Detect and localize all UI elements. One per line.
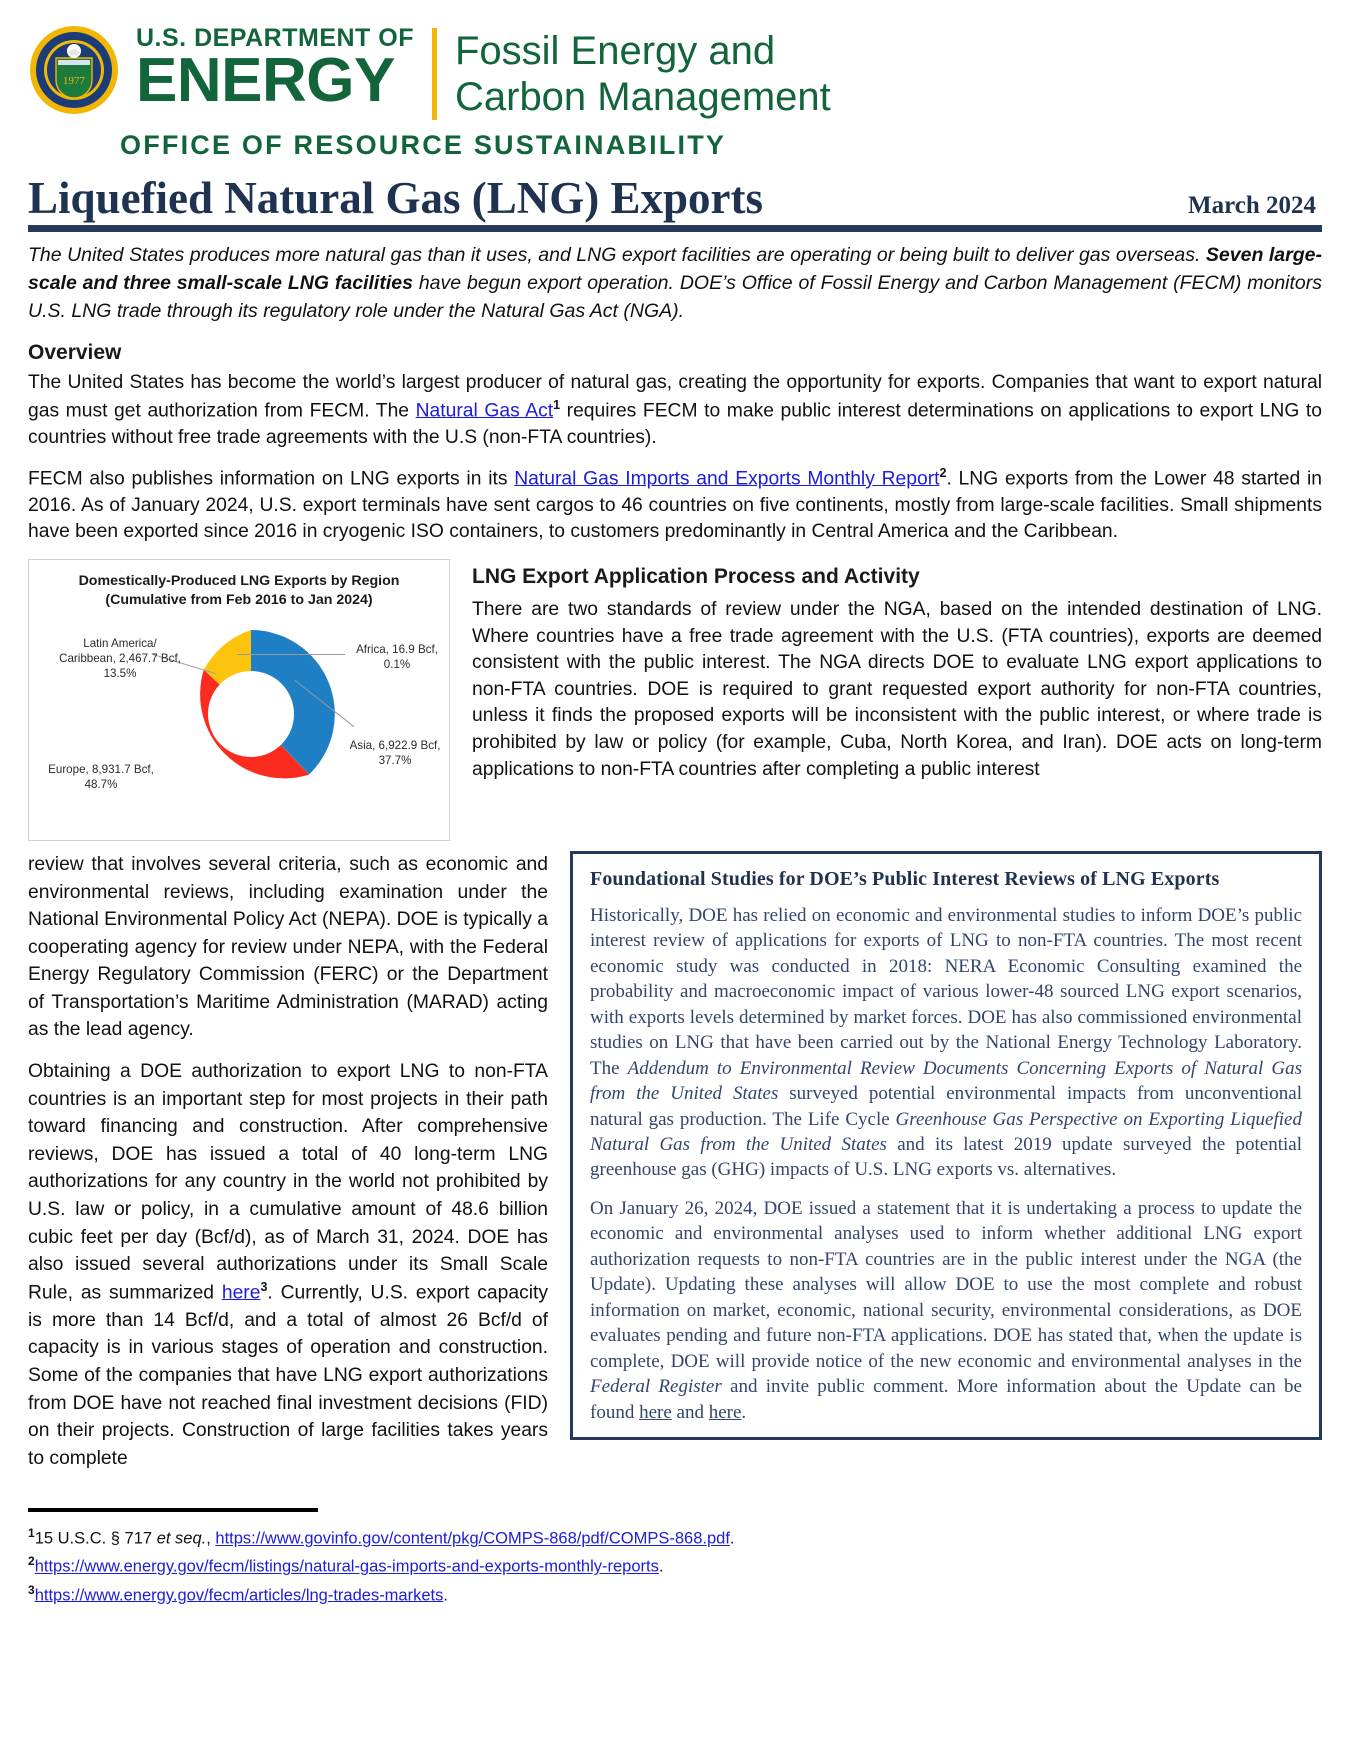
dept-line: U.S. DEPARTMENT OF xyxy=(136,24,414,52)
callout-italic-ghg-perspective: Greenhouse Gas Perspective on Exporting Liquefied Natural Gas from the United States xyxy=(590,1108,1302,1155)
footnote-separator xyxy=(28,1508,318,1512)
callout-p2-d: . xyxy=(741,1401,747,1423)
overview-p2-b: . LNG exports from the Lower 48 started in 2016. As of January 2024, U.S. export terminals have sent cargos to 46 countries on five continents, mostly from large-scale facilities. Small shipments have been exported since 2016 in cryogenic ISO containers, to customers predominantly in Central America and the Caribbean. xyxy=(28,468,1322,543)
chart-label-asia xyxy=(341,738,449,768)
footnote-1-italic: et seq. xyxy=(156,1529,207,1548)
svg-text:1977: 1977 xyxy=(63,75,85,87)
footnote-3-link[interactable]: https://www.energy.gov/fecm/articles/lng-trades-markets xyxy=(34,1586,444,1605)
natural-gas-act-link[interactable]: Natural Gas Act xyxy=(415,400,554,422)
africa-label-line-2: 0.1% xyxy=(383,658,411,672)
process-heading: LNG Export Application Process and Activity xyxy=(472,564,920,588)
callout-p2-b: and invite public comment. More information about the Update can be found xyxy=(590,1376,1302,1423)
footnotes-list xyxy=(28,1524,1322,1608)
footnote-2-marker: 2 xyxy=(28,1554,35,1569)
monthly-report-link[interactable]: Natural Gas Imports and Exports Monthly Report xyxy=(514,468,940,490)
process-paragraph-1: There are two standards of review under the NGA, based on the intended destination of LNG. Where countries have a free trade agreement with the U.S. (FTA countries), exports are deemed consistent with the public interest. The NGA directs DOE to evaluate LNG export applications to non-FTA countries. DOE is required to grant requested export authority for non-FTA countries, unless it finds the proposed exports will be inconsistent with the public interest, or where trade is prohibited by law or policy (for example, Cuba, North Korea, and Iran). DOE acts on long-term applications to non-FTA countries after completing a public interest xyxy=(472,598,1322,780)
callout-p2-a: On January 26, 2024, DOE issued a statement that it is undertaking a process to update the economic and environmental analyses used to inform whether additional LNG export authorization requests to non-FTA countries are in the public interest under the NGA (the Update). Updating these analyses will allow DOE to use the most complete and robust information on market, economic, national security, environmental considerations, as DOE evaluates pending and future non-FTA applications. DOE has stated that, when the update is complete, DOE will provide notice of the new economic and environmental analyses in the xyxy=(590,1197,1302,1372)
doe-wordmark xyxy=(136,22,831,124)
chart-title xyxy=(29,560,449,610)
chart-and-process-row xyxy=(28,559,1322,841)
chart-title-line-1: Domestically-Produced LNG Exports by Region xyxy=(78,572,400,589)
overview-paragraph-1 xyxy=(28,370,1322,451)
callout-paragraph-2 xyxy=(590,1196,1302,1425)
callout-italic-federal-register: Federal Register xyxy=(590,1376,722,1398)
latam-label-line-2: Caribbean, 2,467.7 Bcf, xyxy=(59,652,181,666)
masthead xyxy=(0,0,1350,124)
africa-label-line-1: Africa, 16.9 Bcf, xyxy=(356,643,438,657)
europe-label-line-2: 48.7% xyxy=(84,778,118,792)
footnote-ref-1[interactable]: 1 xyxy=(553,397,561,412)
lower-paragraph-1: review that involves several criteria, such as economic and environmental reviews, including examination under the National Environmental Policy Act (NEPA). DOE is typically a cooperating agency for review under NEPA, with the Federal Energy Regulatory Commission (FERC) or the Department of Transportation’s Maritime Administration (MARAD) acting as the lead agency. xyxy=(28,853,548,1041)
chart-title-line-2: (Cumulative from Feb 2016 to Jan 2024) xyxy=(105,592,373,609)
chart-label-europe xyxy=(37,762,165,792)
footnote-2-link[interactable]: https://www.energy.gov/fecm/listings/natural-gas-imports-and-exports-monthly-reports xyxy=(34,1557,659,1576)
gold-divider xyxy=(432,28,437,120)
callout-p1-c: and its latest 2019 update surveyed the potential greenhouse gas (GHG) impacts of U.S. LNG exports vs. alternatives. xyxy=(590,1133,1302,1181)
overview-heading: Overview xyxy=(28,341,122,365)
footnote-1-prefix: 15 U.S.C. § 717 xyxy=(34,1529,157,1548)
footnote-1 xyxy=(28,1524,1322,1552)
footnote-1-mid: , xyxy=(206,1529,216,1548)
overview-p2-a: FECM also publishes information on LNG exports in its xyxy=(28,468,515,490)
callout-here-link-2[interactable]: here xyxy=(708,1401,742,1423)
office-subtitle: OFFICE OF RESOURCE SUSTAINABILITY xyxy=(120,130,727,160)
callout-heading: Foundational Studies for DOE’s Public Interest Reviews of LNG Exports xyxy=(590,867,1220,890)
title-row xyxy=(28,175,1322,222)
footnote-3-suffix: . xyxy=(443,1586,448,1605)
latam-label-line-1: Latin America/ xyxy=(83,637,157,651)
leader-line-africa xyxy=(237,654,345,655)
lower-content-row xyxy=(28,851,1322,1486)
chart-label-latin-america xyxy=(35,636,205,681)
chart-label-africa xyxy=(347,642,447,672)
lower-left-column xyxy=(28,851,548,1486)
intro-paragraph xyxy=(28,242,1322,325)
lower-p2-b: . Currently, U.S. export capacity is more than 14 Bcf/d, and a total of almost 26 Bcf/d of capacity is in various stages of operation and construction. Some of the companies that have LNG export authorizations from DOE have not reached final investment decisions (FID) on their projects. Construction of large facilities takes years to complete xyxy=(28,1282,548,1469)
footnote-ref-3[interactable]: 3 xyxy=(260,1279,268,1294)
footnote-3 xyxy=(28,1581,1322,1609)
lower-paragraph-2 xyxy=(28,1058,548,1472)
callout-p1-b: surveyed potential environmental impacts from unconventional natural gas production. The Life Cycle xyxy=(590,1083,1302,1130)
publication-date: March 2024 xyxy=(1188,192,1316,219)
callout-p2-c: and xyxy=(671,1401,709,1423)
asia-label-line-1: Asia, 6,922.9 Bcf, xyxy=(349,739,441,753)
footnote-2-suffix: . xyxy=(658,1557,664,1576)
footnote-ref-2[interactable]: 2 xyxy=(939,465,947,480)
process-column xyxy=(472,559,1322,841)
overview-p1-a: The United States has become the world’s largest producer of natural gas, creating the opportunity for exports. Companies that want to export natural gas must get authorization from FECM. The xyxy=(28,372,1322,422)
intro-bold: Seven large-scale and three small-scale LNG facilities xyxy=(28,244,1322,294)
donut-plot-area xyxy=(29,610,449,838)
program-line-2: Carbon Management xyxy=(454,75,831,119)
overview-paragraph-2 xyxy=(28,465,1322,546)
asia-label-line-2: 37.7% xyxy=(378,754,412,768)
callout-italic-addendum: Addendum to Environmental Review Documents Concerning Exports of Natural Gas from the United States xyxy=(590,1057,1302,1105)
lng-exports-donut-chart xyxy=(28,559,450,841)
lower-p2-a: Obtaining a DOE authorization to export LNG to non-FTA countries is an important step for most projects in their path toward financing and construction. After comprehensive reviews, DOE has issued a total of 40 long-term LNG authorizations for any country in the world not prohibited by U.S. law or policy, in a cumulative amount of 48.6 billion cubic feet per day (Bcf/d), as of March 31, 2024. DOE has also issued several authorizations under its Small Scale Rule, as summarized xyxy=(28,1061,548,1304)
overview-p1-b: requires FECM to make public interest determinations on applications to export LNG to countries without free trade agreements with the U.S (non-FTA countries). xyxy=(28,400,1322,448)
energy-wordmark: ENERGY xyxy=(136,46,395,115)
callout-here-link-1[interactable]: here xyxy=(639,1401,672,1423)
latam-label-line-3: 13.5% xyxy=(103,667,137,681)
footnote-1-marker: 1 xyxy=(28,1526,35,1541)
footnote-3-marker: 3 xyxy=(28,1582,35,1597)
intro-part-1: The United States produces more natural gas than it uses, and LNG export facilities are operating or being built to deliver gas overseas. xyxy=(28,244,1206,267)
small-scale-rule-here-link[interactable]: here xyxy=(221,1282,261,1304)
europe-label-line-1: Europe, 8,931.7 Bcf, xyxy=(48,763,154,777)
program-line-1: Fossil Energy and xyxy=(454,29,776,73)
callout-paragraph-1 xyxy=(590,903,1302,1183)
footnote-1-link[interactable]: https://www.govinfo.gov/content/pkg/COMPS-868/pdf/COMPS-868.pdf xyxy=(215,1529,730,1548)
intro-part-2: have begun export operation. DOE’s Office of Fossil Energy and Carbon Management (FECM) monitors U.S. LNG trade through its regulatory role under the Natural Gas Act (NGA). xyxy=(28,271,1323,322)
doe-seal-icon xyxy=(28,24,120,116)
footnote-1-suffix: . xyxy=(729,1529,735,1548)
title-divider xyxy=(28,225,1322,232)
footnote-2 xyxy=(28,1552,1322,1580)
callout-p1-a: Historically, DOE has relied on economic and environmental studies to inform DOE’s public interest review of applications for exports of LNG to non-FTA countries. The most recent economic study was conducted in 2018: NERA Economic Consulting examined the probability and macroeconomic impact of various lower-48 sourced LNG export scenarios, with exports levels determined by market forces. DOE has also commissioned environmental studies on LNG that have been carried out by the National Energy Technology Laboratory. The xyxy=(590,904,1302,1079)
page-title: Liquefied Natural Gas (LNG) Exports xyxy=(28,173,764,223)
foundational-studies-callout xyxy=(570,851,1322,1440)
